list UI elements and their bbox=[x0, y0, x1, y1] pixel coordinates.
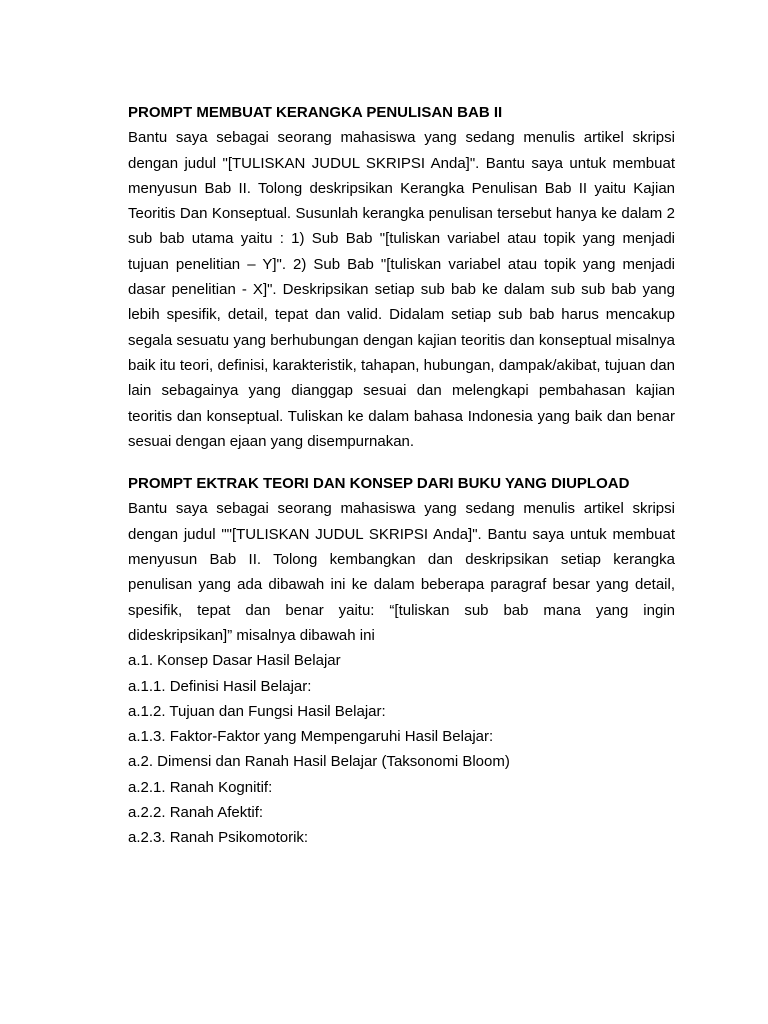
outline-item: a.1. Konsep Dasar Hasil Belajar bbox=[128, 652, 341, 670]
document-page bbox=[128, 100, 675, 851]
outline-item: a.1.1. Definisi Hasil Belajar: bbox=[128, 677, 312, 695]
section1-heading: PROMPT MEMBUAT KERANGKA PENULISAN BAB II bbox=[128, 104, 503, 121]
section1-body: Bantu saya sebagai seorang mahasiswa yang sedang menulis artikel skripsi dengan judul "[TULISKAN JUDUL SKRIPSI Anda]". Bantu saya untuk membuat menyusun Bab II. Tolong deskripsikan Kerangka Penulisan Bab II yaitu Kajian Teoritis Dan Konseptual. Susunlah kerangka penulisan tersebut hanya ke dalam 2 sub bab utama yaitu : 1) Sub Bab "[tuliskan variabel atau topik yang menjadi tujuan penelitian – Y]". 2) Sub Bab "[tuliskan variabel atau topik yang menjadi dasar penelitian - X]". Deskripsikan setiap sub bab ke dalam sub sub bab yang lebih spesifik, detail, tepat dan valid. Didalam setiap sub bab harus mencakup segala sesuatu yang berhubungan dengan kajian teoritis dan konseptual misalnya baik itu teori, definisi, karakteristik, tahapan, hubungan, dampak/akibat, tujuan dan lain sebagainya yang dianggap sesuai dan melengkapi pembahasan kajian teoritis dan konseptual. Tuliskan ke dalam bahasa Indonesia yang baik dan benar sesuai dengan ejaan yang disempurnakan. bbox=[128, 129, 675, 450]
section2-body: Bantu saya sebagai seorang mahasiswa yang sedang menulis artikel skripsi dengan judul ""[TULISKAN JUDUL SKRIPSI Anda]". Bantu saya untuk membuat menyusun Bab II. Tolong kembangkan dan deskripsikan setiap kerangka penulisan yang ada dibawah ini ke dalam beberapa paragraf besar yang detail, spesifik, tepat dan benar yaitu: “[tuliskan sub bab mana yang ingin dideskripsikan]” misalnya dibawah ini bbox=[128, 500, 675, 644]
outline-item: a.1.3. Faktor-Faktor yang Mempengaruhi Hasil Belajar: bbox=[128, 728, 494, 746]
outline-item: a.2.2. Ranah Afektif: bbox=[128, 804, 264, 822]
section2-heading: PROMPT EKTRAK TEORI DAN KONSEP DARI BUKU YANG DIUPLOAD bbox=[128, 475, 630, 493]
outline-item: a.2. Dimensi dan Ranah Hasil Belajar (Taksonomi Bloom) bbox=[128, 753, 510, 771]
outline-item: a.1.2. Tujuan dan Fungsi Hasil Belajar: bbox=[128, 702, 386, 720]
section-gap bbox=[128, 454, 675, 471]
outline-item: a.2.1. Ranah Kognitif: bbox=[128, 778, 273, 796]
outline-list bbox=[128, 648, 675, 850]
outline-item: a.2.3. Ranah Psikomotorik: bbox=[128, 829, 309, 847]
